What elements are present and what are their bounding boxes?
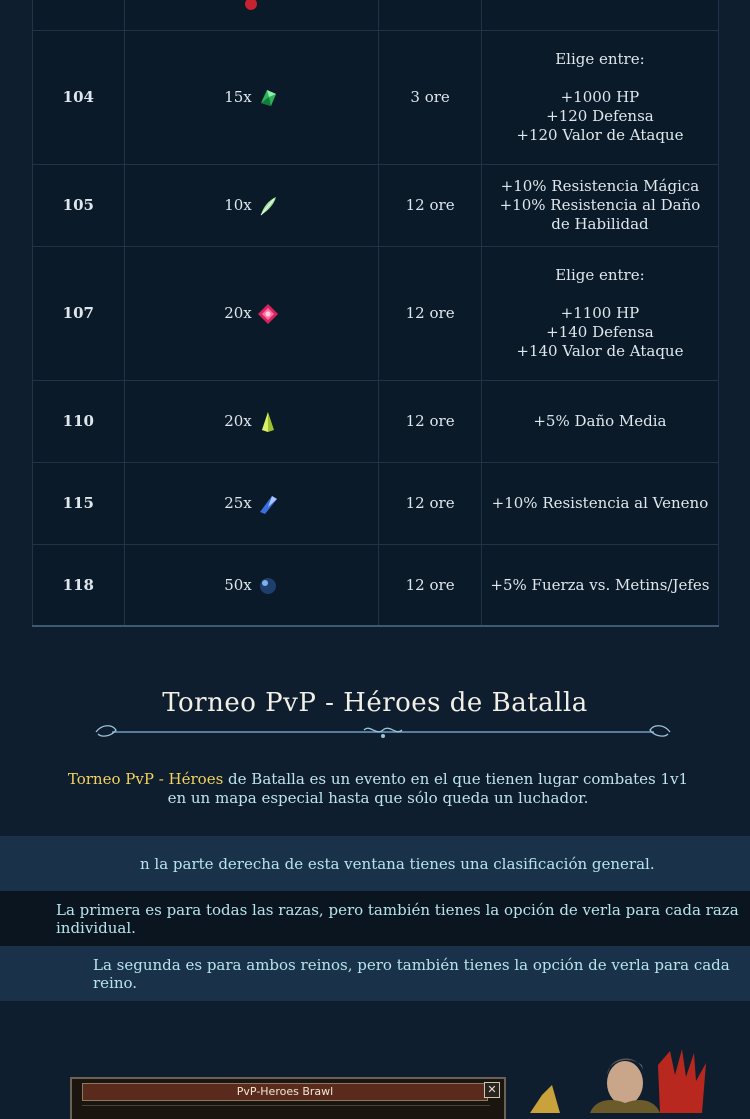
table-row xyxy=(33,545,719,627)
close-icon[interactable]: ✕ xyxy=(484,1082,500,1098)
item-cell xyxy=(124,381,379,463)
level-cell: 107 xyxy=(33,247,125,381)
item-quantity: 25x xyxy=(224,494,252,512)
red-gem-icon xyxy=(240,0,262,22)
bonus-cell: Elige entre: +1100 HP +140 Defensa +140 Valor de Ataque xyxy=(481,247,718,381)
bonus-cell: +5% Fuerza vs. Metins/Jefes xyxy=(481,545,718,627)
item-quantity: 20x xyxy=(224,304,252,322)
intro-text xyxy=(60,770,696,808)
level-cell: 118 xyxy=(33,545,125,627)
level-cell: 115 xyxy=(33,463,125,545)
item-cell xyxy=(124,247,379,381)
bonus-cell: +5% Daño Media xyxy=(481,381,718,463)
level-cell: 110 xyxy=(33,381,125,463)
table-row xyxy=(33,381,719,463)
ore-cell: 3 ore xyxy=(379,31,482,165)
table-row xyxy=(33,247,719,381)
pink-gem-icon xyxy=(257,303,279,325)
info-band-2 xyxy=(0,891,750,946)
level-cell xyxy=(33,0,125,31)
item-quantity: 15x xyxy=(224,88,252,106)
item-quantity: 50x xyxy=(224,576,252,594)
bonus-cell xyxy=(481,0,718,31)
table-row xyxy=(33,31,719,165)
info-band-text: La segunda es para ambos reinos, pero también tienes la opción de verla para cada reino. xyxy=(93,955,730,992)
bonus-cell: Elige entre: +1000 HP +120 Defensa +120 Valor de Ataque xyxy=(481,31,718,165)
window-content-row xyxy=(82,1105,490,1118)
info-band-3 xyxy=(0,946,750,1001)
item-cell xyxy=(124,0,379,31)
table-row xyxy=(33,463,719,545)
table-row xyxy=(33,0,719,31)
bonus-cell: +10% Resistencia al Veneno xyxy=(481,463,718,545)
item-quantity: 10x xyxy=(224,196,252,214)
blue-crystal-icon xyxy=(257,493,279,515)
green-crystal-icon xyxy=(257,87,279,109)
item-quantity: 20x xyxy=(224,412,252,430)
level-cell: 104 xyxy=(33,31,125,165)
section-title: Torneo PvP - Héroes de Batalla xyxy=(162,688,588,718)
ore-cell: 12 ore xyxy=(379,463,482,545)
dark-blue-orb-icon xyxy=(257,575,279,597)
bonus-cell: +10% Resistencia Mágica +10% Resistencia al Daño de Habilidad xyxy=(481,165,718,247)
info-band-text: La primera es para todas las razas, pero también tienes la opción de verla para cada raza individual. xyxy=(56,900,739,937)
rewards-table-container xyxy=(32,0,719,627)
item-cell xyxy=(124,463,379,545)
level-cell: 105 xyxy=(33,165,125,247)
table-bottom-border xyxy=(32,625,719,627)
intro-rest: de Batalla es un evento en el que tienen lugar combates 1v1 en un mapa especial hasta que sólo queda un luchador. xyxy=(167,770,689,807)
rewards-table xyxy=(32,0,719,627)
window-titlebar: PvP-Heroes Brawl xyxy=(82,1083,488,1101)
item-cell xyxy=(124,165,379,247)
ore-cell: 12 ore xyxy=(379,545,482,627)
character-portrait-icon xyxy=(530,1045,720,1113)
ore-cell xyxy=(379,0,482,31)
green-feather-icon xyxy=(257,195,279,217)
item-cell xyxy=(124,545,379,627)
ore-cell: 12 ore xyxy=(379,165,482,247)
info-band-text: n la parte derecha de esta ventana tienes una clasificación general. xyxy=(140,854,655,873)
info-band-1 xyxy=(0,836,750,891)
yellow-green-shard-icon xyxy=(257,411,279,433)
ore-cell: 12 ore xyxy=(379,247,482,381)
ornament-divider-icon xyxy=(92,720,674,742)
ore-cell: 12 ore xyxy=(379,381,482,463)
intro-highlight: Torneo PvP - Héroes xyxy=(67,770,224,788)
item-cell xyxy=(124,31,379,165)
table-row xyxy=(33,165,719,247)
